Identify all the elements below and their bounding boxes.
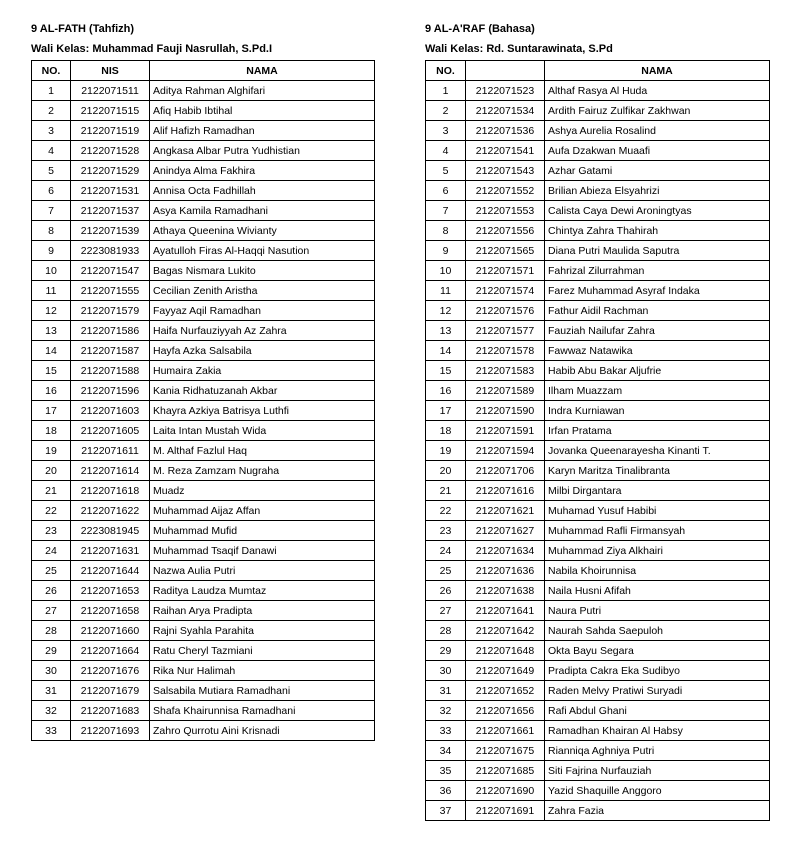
table-row [426, 461, 770, 481]
table-row [426, 201, 770, 221]
table-row [426, 441, 770, 461]
cell-no: 17 [32, 401, 71, 421]
cell-nama: Raditya Laudza Mumtaz [150, 581, 375, 601]
cell-nis: 2122071515 [71, 101, 150, 121]
cell-no: 32 [426, 701, 466, 721]
cell-nis: 2122071586 [71, 321, 150, 341]
table-row [426, 541, 770, 561]
class-title: 9 AL-A'RAF (Bahasa) [425, 23, 535, 35]
cell-no: 9 [32, 241, 71, 261]
cell-no: 6 [32, 181, 71, 201]
cell-nis: 2122071519 [71, 121, 150, 141]
cell-no: 29 [426, 641, 466, 661]
cell-nama: Muhammad Aijaz Affan [150, 501, 375, 521]
cell-no: 4 [32, 141, 71, 161]
cell-nis: 2122071536 [466, 121, 545, 141]
cell-nis: 2122071579 [71, 301, 150, 321]
cell-nis: 2122071605 [71, 421, 150, 441]
table-header-row [32, 61, 375, 81]
cell-nis: 2122071618 [71, 481, 150, 501]
cell-no: 10 [426, 261, 466, 281]
table-row [426, 81, 770, 101]
cell-nis: 2122071591 [466, 421, 545, 441]
student-table [31, 60, 375, 741]
cell-nis: 2122071574 [466, 281, 545, 301]
cell-nis: 2122071616 [466, 481, 545, 501]
cell-nama: Ramadhan Khairan Al Habsy [545, 721, 770, 741]
cell-nis: 2122071653 [71, 581, 150, 601]
cell-nama: Afiq Habib Ibtihal [150, 101, 375, 121]
cell-nama: Angkasa Albar Putra Yudhistian [150, 141, 375, 161]
cell-no: 24 [32, 541, 71, 561]
cell-nis: 2122071683 [71, 701, 150, 721]
cell-nama: Haifa Nurfauziyyah Az Zahra [150, 321, 375, 341]
table-row [426, 721, 770, 741]
cell-no: 18 [426, 421, 466, 441]
cell-no: 10 [32, 261, 71, 281]
cell-nama: Naurah Sahda Saepuloh [545, 621, 770, 641]
class-title: 9 AL-FATH (Tahfizh) [31, 23, 135, 35]
cell-nis: 2122071652 [466, 681, 545, 701]
cell-no: 36 [426, 781, 466, 801]
table-row [32, 641, 375, 661]
homeroom-teacher: Wali Kelas: Muhammad Fauji Nasrullah, S.Pd.I [31, 43, 273, 55]
table-row [32, 301, 375, 321]
table-row [32, 601, 375, 621]
table-row [32, 681, 375, 701]
cell-nama: Muhammad Tsaqif Danawi [150, 541, 375, 561]
cell-nama: Karyn Maritza Tinalibranta [545, 461, 770, 481]
cell-no: 13 [32, 321, 71, 341]
cell-nis: 2122071552 [466, 181, 545, 201]
cell-nis: 2122071656 [466, 701, 545, 721]
cell-no: 23 [32, 521, 71, 541]
cell-nis: 2223081945 [71, 521, 150, 541]
cell-nama: M. Althaf Fazlul Haq [150, 441, 375, 461]
table-row [32, 121, 375, 141]
cell-nis: 2122071660 [71, 621, 150, 641]
cell-nama: Muhammad Mufid [150, 521, 375, 541]
table-row [32, 101, 375, 121]
cell-no: 6 [426, 181, 466, 201]
student-table-body [32, 81, 375, 741]
table-row [426, 521, 770, 541]
table-row [32, 481, 375, 501]
cell-no: 2 [426, 101, 466, 121]
class-block-al-fath [31, 20, 376, 741]
cell-nis: 2223081933 [71, 241, 150, 261]
cell-nama: Diana Putri Maulida Saputra [545, 241, 770, 261]
cell-no: 19 [426, 441, 466, 461]
cell-no: 20 [32, 461, 71, 481]
cell-nis: 2122071685 [466, 761, 545, 781]
table-row [32, 721, 375, 741]
cell-nama: Raden Melvy Pratiwi Suryadi [545, 681, 770, 701]
student-table [425, 60, 770, 821]
table-row [426, 121, 770, 141]
table-row [426, 261, 770, 281]
cell-nis: 2122071622 [71, 501, 150, 521]
cell-nis: 2122071571 [466, 261, 545, 281]
cell-no: 34 [426, 741, 466, 761]
table-row [426, 301, 770, 321]
table-row [32, 321, 375, 341]
cell-nis: 2122071529 [71, 161, 150, 181]
cell-no: 12 [426, 301, 466, 321]
table-row [32, 141, 375, 161]
cell-nama: Aufa Dzakwan Muaafi [545, 141, 770, 161]
cell-nis: 2122071679 [71, 681, 150, 701]
cell-no: 24 [426, 541, 466, 561]
cell-nis: 2122071691 [466, 801, 545, 821]
cell-nama: Irfan Pratama [545, 421, 770, 441]
cell-nama: Yazid Shaquille Anggoro [545, 781, 770, 801]
cell-no: 35 [426, 761, 466, 781]
cell-no: 16 [426, 381, 466, 401]
cell-nis: 2122071576 [466, 301, 545, 321]
cell-no: 31 [426, 681, 466, 701]
cell-nama: Annisa Octa Fadhillah [150, 181, 375, 201]
cell-no: 33 [32, 721, 71, 741]
table-row [426, 161, 770, 181]
cell-nis: 2122071675 [466, 741, 545, 761]
cell-nama: Okta Bayu Segara [545, 641, 770, 661]
cell-no: 28 [32, 621, 71, 641]
cell-nama: Chintya Zahra Thahirah [545, 221, 770, 241]
cell-no: 1 [32, 81, 71, 101]
cell-nama: Aditya Rahman Alghifari [150, 81, 375, 101]
cell-nis: 2122071543 [466, 161, 545, 181]
cell-nis: 2122071531 [71, 181, 150, 201]
table-row [426, 241, 770, 261]
table-row [426, 581, 770, 601]
cell-no: 1 [426, 81, 466, 101]
table-row [426, 761, 770, 781]
table-row [32, 221, 375, 241]
cell-no: 15 [426, 361, 466, 381]
table-row [32, 461, 375, 481]
cell-nis: 2122071690 [466, 781, 545, 801]
cell-nis: 2122071578 [466, 341, 545, 361]
cell-nis: 2122071511 [71, 81, 150, 101]
cell-nis: 2122071555 [71, 281, 150, 301]
cell-nis: 2122071641 [466, 601, 545, 621]
table-row [426, 501, 770, 521]
table-row [32, 561, 375, 581]
cell-nis: 2122071693 [71, 721, 150, 741]
cell-nama: Fawwaz Natawika [545, 341, 770, 361]
cell-nis: 2122071539 [71, 221, 150, 241]
cell-nis: 2122071631 [71, 541, 150, 561]
table-row [426, 641, 770, 661]
cell-no: 9 [426, 241, 466, 261]
cell-no: 19 [32, 441, 71, 461]
cell-no: 22 [426, 501, 466, 521]
cell-nis: 2122071547 [71, 261, 150, 281]
cell-nis: 2122071642 [466, 621, 545, 641]
cell-nama: Laita Intan Mustah Wida [150, 421, 375, 441]
cell-nis: 2122071634 [466, 541, 545, 561]
cell-no: 13 [426, 321, 466, 341]
cell-nama: Nabila Khoirunnisa [545, 561, 770, 581]
table-row [32, 401, 375, 421]
cell-no: 11 [426, 281, 466, 301]
table-row [32, 281, 375, 301]
cell-no: 3 [426, 121, 466, 141]
table-row [426, 561, 770, 581]
cell-no: 7 [32, 201, 71, 221]
cell-nama: Humaira Zakia [150, 361, 375, 381]
cell-nama: Althaf Rasya Al Huda [545, 81, 770, 101]
cell-nis: 2122071583 [466, 361, 545, 381]
header-no: NO. [426, 61, 466, 81]
cell-no: 8 [426, 221, 466, 241]
header-nis: NIS [71, 61, 150, 81]
cell-nama: Muadz [150, 481, 375, 501]
cell-nama: Fauziah Nailufar Zahra [545, 321, 770, 341]
table-row [426, 621, 770, 641]
table-row [32, 261, 375, 281]
cell-no: 25 [426, 561, 466, 581]
cell-no: 21 [426, 481, 466, 501]
cell-nis: 2122071648 [466, 641, 545, 661]
cell-nama: Fathur Aidil Rachman [545, 301, 770, 321]
cell-nama: Muhamad Yusuf Habibi [545, 501, 770, 521]
cell-no: 17 [426, 401, 466, 421]
table-row [426, 741, 770, 761]
table-row [32, 581, 375, 601]
table-row [426, 421, 770, 441]
cell-nis: 2122071649 [466, 661, 545, 681]
cell-no: 29 [32, 641, 71, 661]
cell-nis: 2122071590 [466, 401, 545, 421]
cell-nama: Muhammad Rafli Firmansyah [545, 521, 770, 541]
cell-nis: 2122071611 [71, 441, 150, 461]
cell-nama: Bagas Nismara Lukito [150, 261, 375, 281]
cell-no: 33 [426, 721, 466, 741]
table-row [32, 381, 375, 401]
cell-no: 8 [32, 221, 71, 241]
cell-nama: Naila Husni Afifah [545, 581, 770, 601]
table-row [426, 481, 770, 501]
table-row [32, 161, 375, 181]
table-row [426, 361, 770, 381]
cell-no: 20 [426, 461, 466, 481]
cell-nama: Salsabila Mutiara Ramadhani [150, 681, 375, 701]
cell-nama: Siti Fajrina Nurfauziah [545, 761, 770, 781]
cell-nama: Anindya Alma Fakhira [150, 161, 375, 181]
cell-no: 28 [426, 621, 466, 641]
table-row [426, 181, 770, 201]
cell-nis: 2122071541 [466, 141, 545, 161]
cell-nama: Farez Muhammad Asyraf Indaka [545, 281, 770, 301]
cell-no: 15 [32, 361, 71, 381]
cell-nis: 2122071596 [71, 381, 150, 401]
cell-nama: Milbi Dirgantara [545, 481, 770, 501]
cell-nis: 2122071658 [71, 601, 150, 621]
cell-nama: Cecilian Zenith Aristha [150, 281, 375, 301]
table-row [426, 341, 770, 361]
cell-no: 32 [32, 701, 71, 721]
cell-no: 30 [32, 661, 71, 681]
cell-no: 31 [32, 681, 71, 701]
cell-nama: Raihan Arya Pradipta [150, 601, 375, 621]
cell-no: 11 [32, 281, 71, 301]
cell-nis: 2122071577 [466, 321, 545, 341]
cell-no: 26 [32, 581, 71, 601]
cell-nama: Muhammad Ziya Alkhairi [545, 541, 770, 561]
table-row [32, 501, 375, 521]
cell-nis: 2122071636 [466, 561, 545, 581]
header-nis [466, 61, 545, 81]
cell-no: 30 [426, 661, 466, 681]
cell-nama: Khayra Azkiya Batrisya Luthfi [150, 401, 375, 421]
header-no: NO. [32, 61, 71, 81]
cell-nama: Ardith Fairuz Zulfikar Zakhwan [545, 101, 770, 121]
cell-no: 22 [32, 501, 71, 521]
table-row [32, 441, 375, 461]
table-row [32, 701, 375, 721]
table-row [32, 661, 375, 681]
table-row [426, 321, 770, 341]
table-row [426, 401, 770, 421]
cell-nama: Ayatulloh Firas Al-Haqqi Nasution [150, 241, 375, 261]
cell-no: 25 [32, 561, 71, 581]
cell-nama: Nazwa Aulia Putri [150, 561, 375, 581]
student-table-body [426, 81, 770, 821]
table-row [32, 241, 375, 261]
cell-no: 4 [426, 141, 466, 161]
homeroom-teacher: Wali Kelas: Rd. Suntarawinata, S.Pd [425, 43, 613, 55]
cell-no: 3 [32, 121, 71, 141]
cell-no: 12 [32, 301, 71, 321]
table-row [32, 201, 375, 221]
cell-nama: Calista Caya Dewi Aroningtyas [545, 201, 770, 221]
cell-nama: Athaya Queenina Wivianty [150, 221, 375, 241]
table-row [32, 341, 375, 361]
cell-no: 23 [426, 521, 466, 541]
cell-nama: Fayyaz Aqil Ramadhan [150, 301, 375, 321]
table-row [426, 281, 770, 301]
table-row [32, 181, 375, 201]
cell-nis: 2122071638 [466, 581, 545, 601]
cell-nama: Asya Kamila Ramadhani [150, 201, 375, 221]
table-row [32, 361, 375, 381]
cell-nama: Ashya Aurelia Rosalind [545, 121, 770, 141]
cell-nama: Fahrizal Zilurrahman [545, 261, 770, 281]
cell-nis: 2122071661 [466, 721, 545, 741]
cell-nama: Rika Nur Halimah [150, 661, 375, 681]
table-row [426, 801, 770, 821]
cell-no: 27 [32, 601, 71, 621]
table-row [32, 621, 375, 641]
cell-nis: 2122071534 [466, 101, 545, 121]
table-row [426, 101, 770, 121]
table-row [426, 781, 770, 801]
cell-no: 7 [426, 201, 466, 221]
cell-nis: 2122071676 [71, 661, 150, 681]
cell-no: 18 [32, 421, 71, 441]
cell-nama: Ilham Muazzam [545, 381, 770, 401]
cell-nama: Pradipta Cakra Eka Sudibyo [545, 661, 770, 681]
cell-nis: 2122071537 [71, 201, 150, 221]
cell-nama: Rafi Abdul Ghani [545, 701, 770, 721]
cell-nama: Ratu Cheryl Tazmiani [150, 641, 375, 661]
cell-nis: 2122071594 [466, 441, 545, 461]
cell-nis: 2122071587 [71, 341, 150, 361]
table-row [426, 141, 770, 161]
table-header-row [426, 61, 770, 81]
cell-no: 27 [426, 601, 466, 621]
cell-nama: Indra Kurniawan [545, 401, 770, 421]
table-row [32, 521, 375, 541]
cell-no: 14 [426, 341, 466, 361]
cell-nama: Azhar Gatami [545, 161, 770, 181]
cell-nama: Shafa Khairunnisa Ramadhani [150, 701, 375, 721]
table-row [32, 81, 375, 101]
cell-nama: Zahro Qurrotu Aini Krisnadi [150, 721, 375, 741]
cell-nis: 2122071706 [466, 461, 545, 481]
header-nama: NAMA [150, 61, 375, 81]
class-block-al-araf [425, 20, 771, 821]
table-row [426, 601, 770, 621]
cell-nama: Kania Ridhatuzanah Akbar [150, 381, 375, 401]
cell-nis: 2122071588 [71, 361, 150, 381]
cell-nis: 2122071589 [466, 381, 545, 401]
cell-nama: Hayfa Azka Salsabila [150, 341, 375, 361]
cell-nama: Alif Hafizh Ramadhan [150, 121, 375, 141]
cell-no: 37 [426, 801, 466, 821]
cell-nama: Zahra Fazia [545, 801, 770, 821]
cell-nis: 2122071603 [71, 401, 150, 421]
cell-no: 5 [426, 161, 466, 181]
table-row [426, 221, 770, 241]
cell-no: 16 [32, 381, 71, 401]
cell-no: 14 [32, 341, 71, 361]
cell-nis: 2122071627 [466, 521, 545, 541]
cell-nis: 2122071614 [71, 461, 150, 481]
cell-nis: 2122071664 [71, 641, 150, 661]
cell-no: 2 [32, 101, 71, 121]
table-row [426, 661, 770, 681]
table-row [426, 681, 770, 701]
cell-nama: M. Reza Zamzam Nugraha [150, 461, 375, 481]
cell-nis: 2122071644 [71, 561, 150, 581]
table-row [32, 421, 375, 441]
cell-nama: Naura Putri [545, 601, 770, 621]
cell-nis: 2122071565 [466, 241, 545, 261]
cell-nis: 2122071556 [466, 221, 545, 241]
cell-nama: Rajni Syahla Parahita [150, 621, 375, 641]
cell-nis: 2122071523 [466, 81, 545, 101]
table-row [426, 701, 770, 721]
cell-nis: 2122071621 [466, 501, 545, 521]
cell-nama: Jovanka Queenarayesha Kinanti T. [545, 441, 770, 461]
cell-nis: 2122071553 [466, 201, 545, 221]
cell-no: 5 [32, 161, 71, 181]
cell-no: 26 [426, 581, 466, 601]
table-row [426, 381, 770, 401]
cell-no: 21 [32, 481, 71, 501]
cell-nama: Rianniqa Aghniya Putri [545, 741, 770, 761]
cell-nis: 2122071528 [71, 141, 150, 161]
table-row [32, 541, 375, 561]
header-nama: NAMA [545, 61, 770, 81]
cell-nama: Habib Abu Bakar Aljufrie [545, 361, 770, 381]
cell-nama: Brilian Abieza Elsyahrizi [545, 181, 770, 201]
